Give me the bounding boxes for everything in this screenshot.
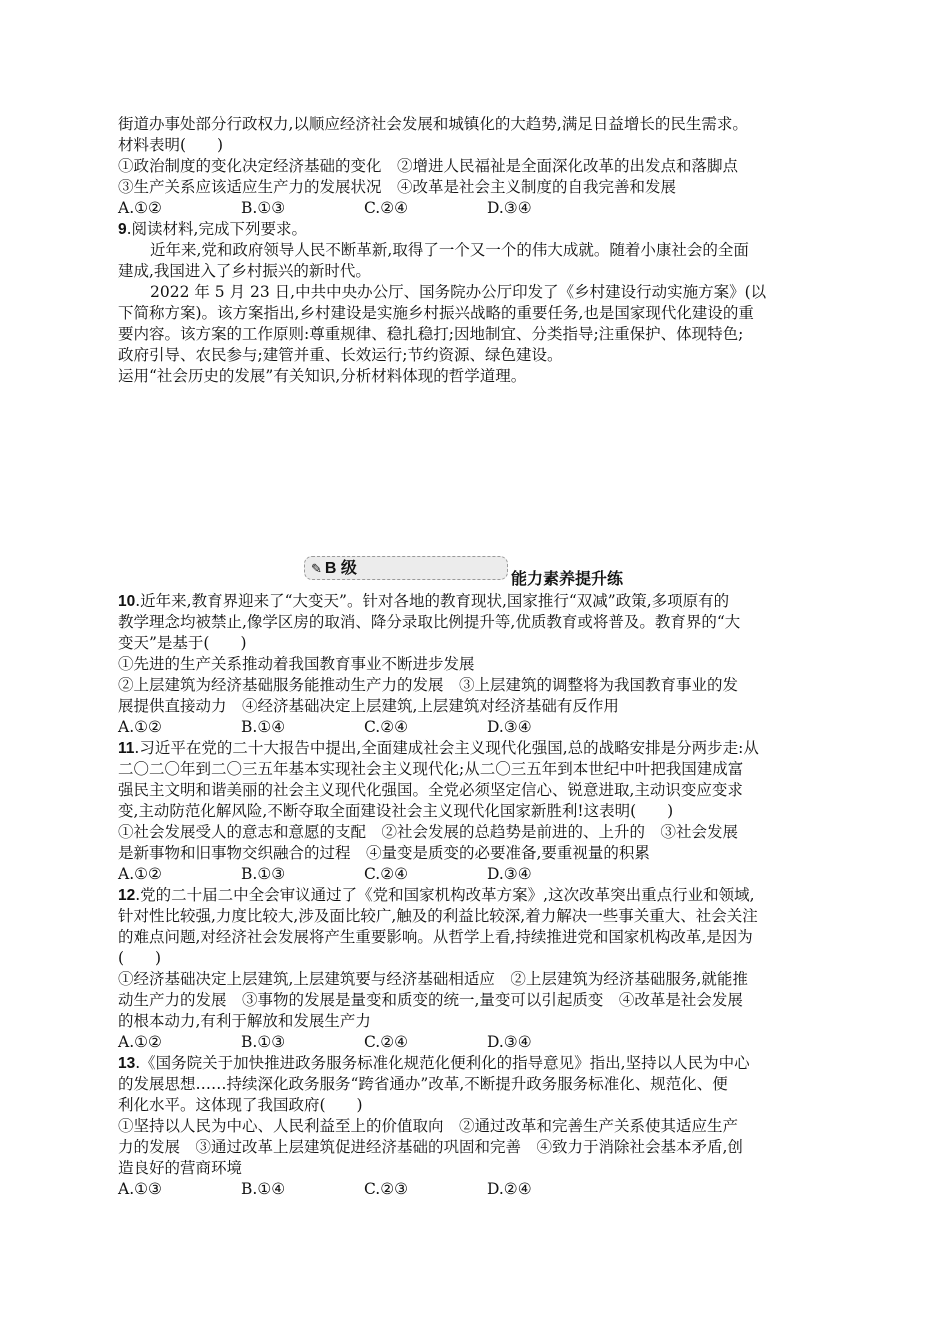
question-9	[118, 219, 836, 387]
option-c: C.②④	[364, 718, 409, 736]
question-number: 13	[118, 1055, 136, 1072]
section-title: 能力素养提升练	[511, 571, 624, 588]
q10-statement-2: ②上层建筑为经济基础服务能推动生产力的发展 ③上层建筑的调整将为我国教育事业的发	[118, 676, 739, 694]
q11-options	[118, 864, 836, 885]
option-c: C.②③	[364, 1180, 409, 1198]
q11-line-1	[118, 738, 836, 759]
question-number: 11	[118, 740, 135, 757]
q13-options	[118, 1179, 836, 1200]
q11-text-1: .习近平在党的二十大报告中提出,全面建成社会主义现代化强国,总的战略安排是分两步走:从	[134, 739, 759, 757]
option-a: A.①②	[118, 1033, 162, 1051]
option-d: D.②④	[487, 1180, 532, 1198]
option-c: C.②④	[364, 865, 409, 883]
question-12	[118, 885, 836, 1053]
question-13	[118, 1053, 836, 1200]
page-content	[118, 114, 836, 1200]
level-badge	[304, 556, 508, 580]
q8-line-1: 街道办事处部分行政权力,以顺应经济社会发展和城镇化的大趋势,满足日益增长的民生需求。	[118, 115, 748, 133]
option-b: B.①③	[241, 199, 286, 217]
q13-statement-1: ①坚持以人民为中心、人民利益至上的价值取向 ②通过改革和完善生产关系使其适应生产	[118, 1117, 739, 1135]
q12-statement-1: ①经济基础决定上层建筑,上层建筑要与经济基础相适应 ②上层建筑为经济基础服务,就能推	[118, 970, 748, 988]
q12-line-4: ( )	[118, 949, 162, 967]
q8-statements-2: ③生产关系应该适应生产力的发展状况 ④改革是社会主义制度的自我完善和发展	[118, 178, 677, 196]
question-number: 10	[118, 593, 136, 610]
q12-text-1: .党的二十届二中全会审议通过了《党和国家机构改革方案》,这次改革突出重点行业和领域,	[135, 886, 755, 904]
pencil-icon: ✎	[311, 561, 322, 576]
q13-line-2: 的发展思想……持续深化政务服务“跨省通办”改革,不断提升政务服务标准化、规范化、便	[118, 1075, 728, 1093]
option-b: B.①③	[241, 865, 286, 883]
option-a: A.①②	[118, 718, 162, 736]
option-d: D.③④	[487, 865, 532, 883]
q13-text-1: .《国务院关于加快推进政务服务标准化规范化便利化的指导意见》指出,坚持以人民为中心	[135, 1054, 750, 1072]
q11-line-3: 强民主文明和谐美丽的社会主义现代化强国。全党必须坚定信心、锐意进取,主动识变应变求	[118, 781, 743, 799]
option-b: B.①④	[241, 718, 286, 736]
q13-line-3: 利化水平。这体现了我国政府( )	[118, 1096, 363, 1114]
option-a: A.①②	[118, 199, 162, 217]
q10-line-1	[118, 591, 836, 612]
q8-stem: 材料表明( )	[118, 136, 224, 154]
option-d: D.③④	[487, 1033, 532, 1051]
q12-statement-2: 动生产力的发展 ③事物的发展是量变和质变的统一,量变可以引起质变 ④改革是社会发展	[118, 991, 743, 1009]
option-b: B.①④	[241, 1180, 286, 1198]
q10-text-1: .近年来,教育界迎来了“大变天”。针对各地的教育现状,国家推行“双减”政策,多项原有的	[135, 592, 730, 610]
q13-line-1	[118, 1053, 836, 1074]
q9-material-5: 要内容。该方案的工作原则:尊重规律、稳扎稳打;因地制宜、分类指导;注重保护、体现特色;	[118, 325, 744, 343]
q9-material-3: 2022 年 5 月 23 日,中共中央办公厅、国务院办公厅印发了《乡村建设行动实施方案》(以	[150, 283, 767, 301]
q12-options	[118, 1032, 836, 1053]
q12-line-3: 的难点问题,对经济社会发展将产生重要影响。从哲学上看,持续推进党和国家机构改革,是因为	[118, 928, 753, 946]
q9-material-4: 下简称方案)。该方案指出,乡村建设是实施乡村振兴战略的重要任务,也是国家现代化建设的重	[118, 304, 754, 322]
option-c: C.②④	[364, 199, 409, 217]
answer-space	[118, 387, 836, 553]
q11-statement-1: ①社会发展受人的意志和意愿的支配 ②社会发展的总趋势是前进的、上升的 ③社会发展	[118, 823, 739, 841]
question-number: 9	[118, 221, 127, 238]
option-b: B.①③	[241, 1033, 286, 1051]
q9-material-2: 建成,我国进入了乡村振兴的新时代。	[118, 262, 371, 280]
q10-line-2: 教学理念均被禁止,像学区房的取消、降分录取比例提升等,优质教育或将普及。教育界的“大	[118, 613, 741, 631]
q13-statement-2: 力的发展 ③通过改革上层建筑促进经济基础的巩固和完善 ④致力于消除社会基本矛盾,创	[118, 1138, 743, 1156]
q13-statement-3: 造良好的营商环境	[118, 1159, 243, 1177]
q10-statement-1: ①先进的生产关系推动着我国教育事业不断进步发展	[118, 655, 475, 673]
question-10	[118, 591, 836, 738]
question-11	[118, 738, 836, 885]
q9-material-1: 近年来,党和政府领导人民不断革新,取得了一个又一个的伟大成就。随着小康社会的全面	[150, 241, 749, 259]
option-d: D.③④	[487, 199, 532, 217]
q12-line-2: 针对性比较强,力度比较大,涉及面比较广,触及的利益比较深,着力解决一些事关重大、社会关注	[118, 907, 758, 925]
q11-statement-2: 是新事物和旧事物交织融合的过程 ④量变是质变的必要准备,要重视量的积累	[118, 844, 650, 862]
q11-line-2: 二〇二〇年到二〇三五年基本实现社会主义现代化;从二〇三五年到本世纪中叶把我国建成富	[118, 760, 744, 778]
section-banner	[118, 553, 836, 591]
q12-statement-3: 的根本动力,有利于解放和发展生产力	[118, 1012, 371, 1030]
q8-statements-1: ①政治制度的变化决定经济基础的变化 ②增进人民福祉是全面深化改革的出发点和落脚点	[118, 157, 739, 175]
q12-line-1	[118, 885, 836, 906]
q9-title-text: .阅读材料,完成下列要求。	[126, 220, 307, 238]
question-8	[118, 114, 836, 219]
option-d: D.③④	[487, 718, 532, 736]
option-a: A.①③	[118, 1180, 162, 1198]
option-c: C.②④	[364, 1033, 409, 1051]
question-number: 12	[118, 887, 136, 904]
q10-options	[118, 717, 836, 738]
q10-line-3: 变天”是基于( )	[118, 634, 247, 652]
q9-material-6: 政府引导、农民参与;建管并重、长效运行;节约资源、绿色建设。	[118, 346, 563, 364]
level-label: B 级	[324, 560, 357, 577]
q8-options	[118, 198, 836, 219]
q11-line-4: 变,主动防范化解风险,不断夺取全面建设社会主义现代化国家新胜利!这表明( )	[118, 802, 674, 820]
q9-requirement: 运用“社会历史的发展”有关知识,分析材料体现的哲学道理。	[118, 367, 527, 385]
option-a: A.①②	[118, 865, 162, 883]
q9-title	[118, 219, 836, 240]
q10-statement-3: 展提供直接动力 ④经济基础决定上层建筑,上层建筑对经济基础有反作用	[118, 697, 619, 715]
